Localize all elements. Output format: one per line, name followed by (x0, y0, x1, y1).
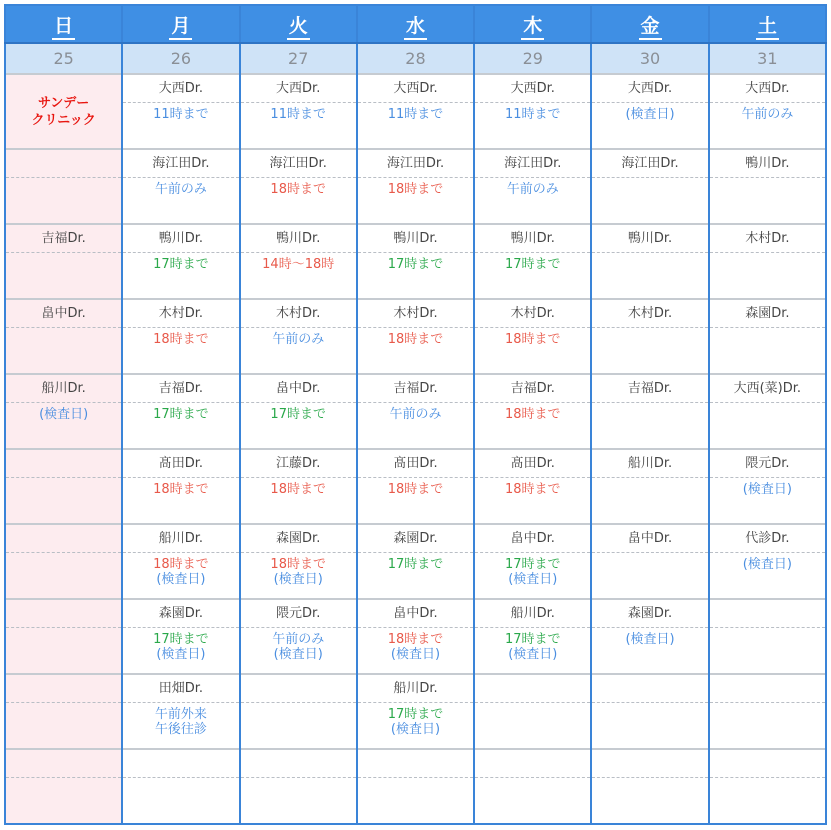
doctor-name (592, 675, 707, 703)
doctor-name: 海江田Dr. (123, 150, 238, 178)
schedule-row (5, 374, 826, 449)
schedule-cell (5, 674, 122, 749)
weekday-sun: 日 (5, 5, 122, 43)
schedule-cell (357, 749, 474, 824)
schedule-note (710, 553, 825, 572)
doctor-name (475, 675, 590, 703)
schedule-note-line: 18時まで (153, 332, 209, 347)
schedule-note (475, 553, 590, 587)
schedule-note-line: 午前のみ (506, 182, 559, 197)
schedule-cell (591, 149, 708, 224)
schedule-cell (240, 599, 357, 674)
doctor-name: 大西Dr. (123, 75, 238, 103)
schedule-note-line: 11時まで (387, 107, 444, 122)
doctor-name (358, 750, 473, 778)
doctor-name: 森園Dr. (592, 600, 707, 628)
doctor-name: 吉福Dr. (6, 225, 121, 253)
schedule-note-line: 17時まで (387, 557, 444, 572)
weekday-tue: 火 (240, 5, 357, 43)
schedule-note-line: 午後往診 (154, 722, 207, 737)
schedule-note-line: 18時まで (153, 482, 209, 497)
schedule-note (123, 328, 238, 347)
sunday-clinic-line: クリニック (31, 113, 96, 128)
schedule-cell (474, 149, 591, 224)
doctor-name: 畠中Dr. (358, 600, 473, 628)
schedule-note (123, 403, 238, 422)
doctor-name (710, 675, 825, 703)
schedule-note-line: (検査日) (156, 572, 206, 587)
schedule-note-line: (検査日) (508, 572, 558, 587)
schedule-note-line: 18時まで (504, 407, 561, 422)
schedule-note (592, 628, 707, 647)
schedule-cell (709, 749, 826, 824)
date-thu: 29 (474, 43, 591, 74)
doctor-name: 髙田Dr. (358, 450, 473, 478)
doctor-schedule-table (4, 4, 827, 825)
schedule-note-line: (検査日) (39, 407, 89, 422)
sunday-clinic-label (6, 75, 121, 129)
schedule-cell (591, 599, 708, 674)
schedule-note (241, 253, 356, 272)
doctor-name: 船川Dr. (592, 450, 707, 478)
schedule-cell (357, 524, 474, 599)
doctor-name: 隈元Dr. (710, 450, 825, 478)
doctor-name: 鴨川Dr. (241, 225, 356, 253)
schedule-note (241, 628, 356, 662)
schedule-note-line: 11時まで (153, 107, 209, 122)
schedule-note (475, 103, 590, 122)
date-fri: 30 (591, 43, 708, 74)
schedule-note-line: 17時まで (504, 557, 561, 572)
doctor-name (6, 750, 121, 778)
schedule-note (123, 628, 238, 662)
doctor-name: 江藤Dr. (241, 450, 356, 478)
schedule-row (5, 224, 826, 299)
schedule-note (358, 403, 473, 422)
schedule-cell (709, 374, 826, 449)
schedule-row (5, 299, 826, 374)
doctor-name (241, 750, 356, 778)
date-mon: 26 (122, 43, 239, 74)
schedule-cell (474, 599, 591, 674)
schedule-note (475, 253, 590, 272)
doctor-name: 髙田Dr. (475, 450, 590, 478)
schedule-note-line: (検査日) (625, 632, 675, 647)
schedule-note-line: 午前外来 (154, 707, 207, 722)
schedule-note-line: 午前のみ (389, 407, 442, 422)
schedule-note (710, 478, 825, 497)
schedule-cell (709, 224, 826, 299)
schedule-cell (709, 74, 826, 149)
doctor-name: 海江田Dr. (358, 150, 473, 178)
schedule-cell (240, 149, 357, 224)
schedule-cell (5, 749, 122, 824)
schedule-cell (122, 224, 239, 299)
schedule-note-line: 17時まで (387, 707, 444, 722)
doctor-name: 森園Dr. (123, 600, 238, 628)
schedule-note (475, 328, 590, 347)
schedule-row (5, 599, 826, 674)
schedule-note (358, 328, 473, 347)
doctor-name: 大西Dr. (710, 75, 825, 103)
schedule-note-line: 18時まで (153, 557, 209, 572)
doctor-name (6, 150, 121, 178)
doctor-name (6, 450, 121, 478)
schedule-note (241, 403, 356, 422)
doctor-name: 吉福Dr. (592, 375, 707, 403)
schedule-cell (357, 224, 474, 299)
doctor-name: 大西Dr. (592, 75, 707, 103)
doctor-name: 木村Dr. (710, 225, 825, 253)
schedule-note (123, 103, 238, 122)
doctor-name: 大西(菜)Dr. (710, 375, 825, 403)
doctor-name: 畠中Dr. (475, 525, 590, 553)
schedule-cell (357, 299, 474, 374)
schedule-note-line: (検査日) (390, 722, 441, 737)
doctor-name: 森園Dr. (358, 525, 473, 553)
schedule-note (475, 478, 590, 497)
schedule-note-line: 午前のみ (272, 332, 325, 347)
schedule-note-line: 18時まで (387, 182, 444, 197)
schedule-note-line: 18時まで (387, 482, 444, 497)
schedule-cell (5, 524, 122, 599)
schedule-note (6, 403, 121, 422)
schedule-cell (474, 749, 591, 824)
schedule-note-line: (検査日) (156, 647, 206, 662)
schedule-cell (474, 524, 591, 599)
schedule-note-line: 午前のみ (741, 107, 794, 122)
date-sun: 25 (5, 43, 122, 74)
schedule-cell (122, 74, 239, 149)
schedule-note-line: 17時まで (504, 257, 561, 272)
date-wed: 28 (357, 43, 474, 74)
doctor-name: 木村Dr. (592, 300, 707, 328)
doctor-name (710, 600, 825, 628)
doctor-name: 鴨川Dr. (358, 225, 473, 253)
schedule-note (123, 178, 238, 197)
doctor-name: 鴨川Dr. (710, 150, 825, 178)
schedule-cell (474, 674, 591, 749)
schedule-cell (122, 374, 239, 449)
schedule-cell (474, 74, 591, 149)
schedule-note (358, 628, 473, 662)
schedule-note (241, 478, 356, 497)
schedule-cell (122, 674, 239, 749)
schedule-cell (357, 74, 474, 149)
schedule-cell (709, 149, 826, 224)
schedule-note-line: (検査日) (508, 647, 558, 662)
doctor-name: 木村Dr. (241, 300, 356, 328)
schedule-cell (5, 374, 122, 449)
schedule-cell (5, 74, 122, 149)
schedule-cell (474, 374, 591, 449)
schedule-note (358, 178, 473, 197)
doctor-name: 木村Dr. (123, 300, 238, 328)
doctor-name: 船川Dr. (6, 375, 121, 403)
doctor-name: 海江田Dr. (475, 150, 590, 178)
schedule-row (5, 524, 826, 599)
doctor-name: 大西Dr. (475, 75, 590, 103)
schedule-cell (709, 299, 826, 374)
date-tue: 27 (240, 43, 357, 74)
schedule-note-line: 17時まで (387, 257, 444, 272)
schedule-cell (591, 524, 708, 599)
schedule-cell (709, 599, 826, 674)
schedule-note (475, 403, 590, 422)
schedule-cell (5, 149, 122, 224)
schedule-cell (240, 374, 357, 449)
doctor-name: 田畑Dr. (123, 675, 238, 703)
schedule-note-line: 11時まで (270, 107, 326, 122)
schedule-note-line: 11時まで (504, 107, 561, 122)
schedule-note (241, 178, 356, 197)
doctor-name: 鴨川Dr. (475, 225, 590, 253)
schedule-row (5, 749, 826, 824)
schedule-cell (357, 599, 474, 674)
schedule-note (475, 628, 590, 662)
schedule-note-line: (検査日) (273, 572, 323, 587)
weekday-mon: 月 (122, 5, 239, 43)
schedule-cell (709, 674, 826, 749)
schedule-cell (357, 149, 474, 224)
schedule-note (475, 178, 590, 197)
schedule-cell (122, 599, 239, 674)
schedule-note (241, 103, 356, 122)
schedule-note-line: 午前のみ (272, 632, 325, 647)
schedule-note (358, 703, 473, 737)
schedule-note-line: 17時まで (504, 632, 561, 647)
schedule-note-line: 18時まで (504, 332, 561, 347)
schedule-note (358, 103, 473, 122)
schedule-cell (5, 449, 122, 524)
doctor-name: 吉福Dr. (475, 375, 590, 403)
weekday-fri: 金 (591, 5, 708, 43)
doctor-name: 大西Dr. (358, 75, 473, 103)
schedule-note (358, 478, 473, 497)
weekday-wed: 水 (357, 5, 474, 43)
schedule-cell (591, 449, 708, 524)
schedule-note-line: (検査日) (390, 647, 441, 662)
schedule-cell (122, 149, 239, 224)
schedule-cell (474, 299, 591, 374)
doctor-name: 海江田Dr. (592, 150, 707, 178)
doctor-name (241, 675, 356, 703)
schedule-cell (709, 524, 826, 599)
schedule-cell (357, 374, 474, 449)
schedule-row (5, 149, 826, 224)
schedule-note (123, 253, 238, 272)
schedule-note-line: (検査日) (742, 482, 792, 497)
schedule-note-line: 午前のみ (154, 182, 207, 197)
schedule-cell (591, 749, 708, 824)
schedule-cell (474, 449, 591, 524)
schedule-cell (591, 74, 708, 149)
schedule-cell (240, 524, 357, 599)
schedule-note (358, 553, 473, 572)
schedule-cell (122, 449, 239, 524)
schedule-note-line: 18時まで (504, 482, 561, 497)
schedule-cell (122, 749, 239, 824)
schedule-note-line: (検査日) (742, 557, 792, 572)
schedule-note-line: (検査日) (273, 647, 323, 662)
doctor-name: 鴨川Dr. (592, 225, 707, 253)
schedule-cell (5, 299, 122, 374)
doctor-name: 森園Dr. (710, 300, 825, 328)
date-sat: 31 (709, 43, 826, 74)
doctor-name (475, 750, 590, 778)
schedule-note (123, 553, 238, 587)
schedule-note (241, 328, 356, 347)
schedule-note-line: 17時まで (153, 257, 209, 272)
doctor-name: 海江田Dr. (241, 150, 356, 178)
schedule-note-line: 17時まで (153, 407, 209, 422)
doctor-name: 木村Dr. (358, 300, 473, 328)
schedule-cell (122, 299, 239, 374)
weekday-thu: 木 (474, 5, 591, 43)
doctor-name: 木村Dr. (475, 300, 590, 328)
doctor-name: 代診Dr. (710, 525, 825, 553)
doctor-name: 鴨川Dr. (123, 225, 238, 253)
doctor-name: 吉福Dr. (358, 375, 473, 403)
schedule-note (358, 253, 473, 272)
doctor-name: 吉福Dr. (123, 375, 238, 403)
schedule-row (5, 74, 826, 149)
schedule-row (5, 674, 826, 749)
schedule-cell (5, 224, 122, 299)
doctor-name: 畠中Dr. (6, 300, 121, 328)
schedule-cell (240, 74, 357, 149)
schedule-cell (591, 224, 708, 299)
schedule-note (592, 103, 707, 122)
schedule-note-line: 18時まで (387, 632, 444, 647)
schedule-cell (122, 524, 239, 599)
doctor-name (123, 750, 238, 778)
schedule-note (710, 103, 825, 122)
schedule-note (123, 703, 238, 737)
schedule-note-line: 18時まで (270, 482, 326, 497)
schedule-note-line: 14時〜18時 (262, 257, 335, 272)
schedule-note-line: 18時まで (270, 182, 326, 197)
doctor-name (592, 750, 707, 778)
doctor-name: 大西Dr. (241, 75, 356, 103)
schedule-note (241, 553, 356, 587)
schedule-cell (591, 299, 708, 374)
schedule-cell (591, 374, 708, 449)
schedule-cell (240, 749, 357, 824)
schedule-cell (709, 449, 826, 524)
schedule-cell (240, 674, 357, 749)
weekday-header-row (5, 5, 826, 43)
doctor-name (6, 600, 121, 628)
doctor-name: 船川Dr. (123, 525, 238, 553)
doctor-name: 船川Dr. (475, 600, 590, 628)
schedule-cell (240, 299, 357, 374)
doctor-name (6, 675, 121, 703)
schedule-note-line: 17時まで (270, 407, 326, 422)
schedule-note-line: 18時まで (387, 332, 444, 347)
schedule-cell (591, 674, 708, 749)
schedule-note-line: (検査日) (625, 107, 675, 122)
schedule-row (5, 449, 826, 524)
doctor-name: 畠中Dr. (592, 525, 707, 553)
doctor-name: 畠中Dr. (241, 375, 356, 403)
date-header-row (5, 43, 826, 74)
schedule-cell (240, 224, 357, 299)
schedule-cell (357, 449, 474, 524)
schedule-note (123, 478, 238, 497)
schedule-cell (240, 449, 357, 524)
weekday-sat: 土 (709, 5, 826, 43)
doctor-name (710, 750, 825, 778)
doctor-name: 髙田Dr. (123, 450, 238, 478)
schedule-note-line: 18時まで (270, 557, 326, 572)
doctor-name (6, 525, 121, 553)
schedule-cell (474, 224, 591, 299)
doctor-name: 船川Dr. (358, 675, 473, 703)
doctor-name: 隈元Dr. (241, 600, 356, 628)
schedule-cell (5, 599, 122, 674)
schedule-cell (357, 674, 474, 749)
schedule-note-line: 17時まで (153, 632, 209, 647)
doctor-name: 森園Dr. (241, 525, 356, 553)
schedule-body (5, 74, 826, 824)
sunday-clinic-line: サンデー (37, 96, 90, 111)
